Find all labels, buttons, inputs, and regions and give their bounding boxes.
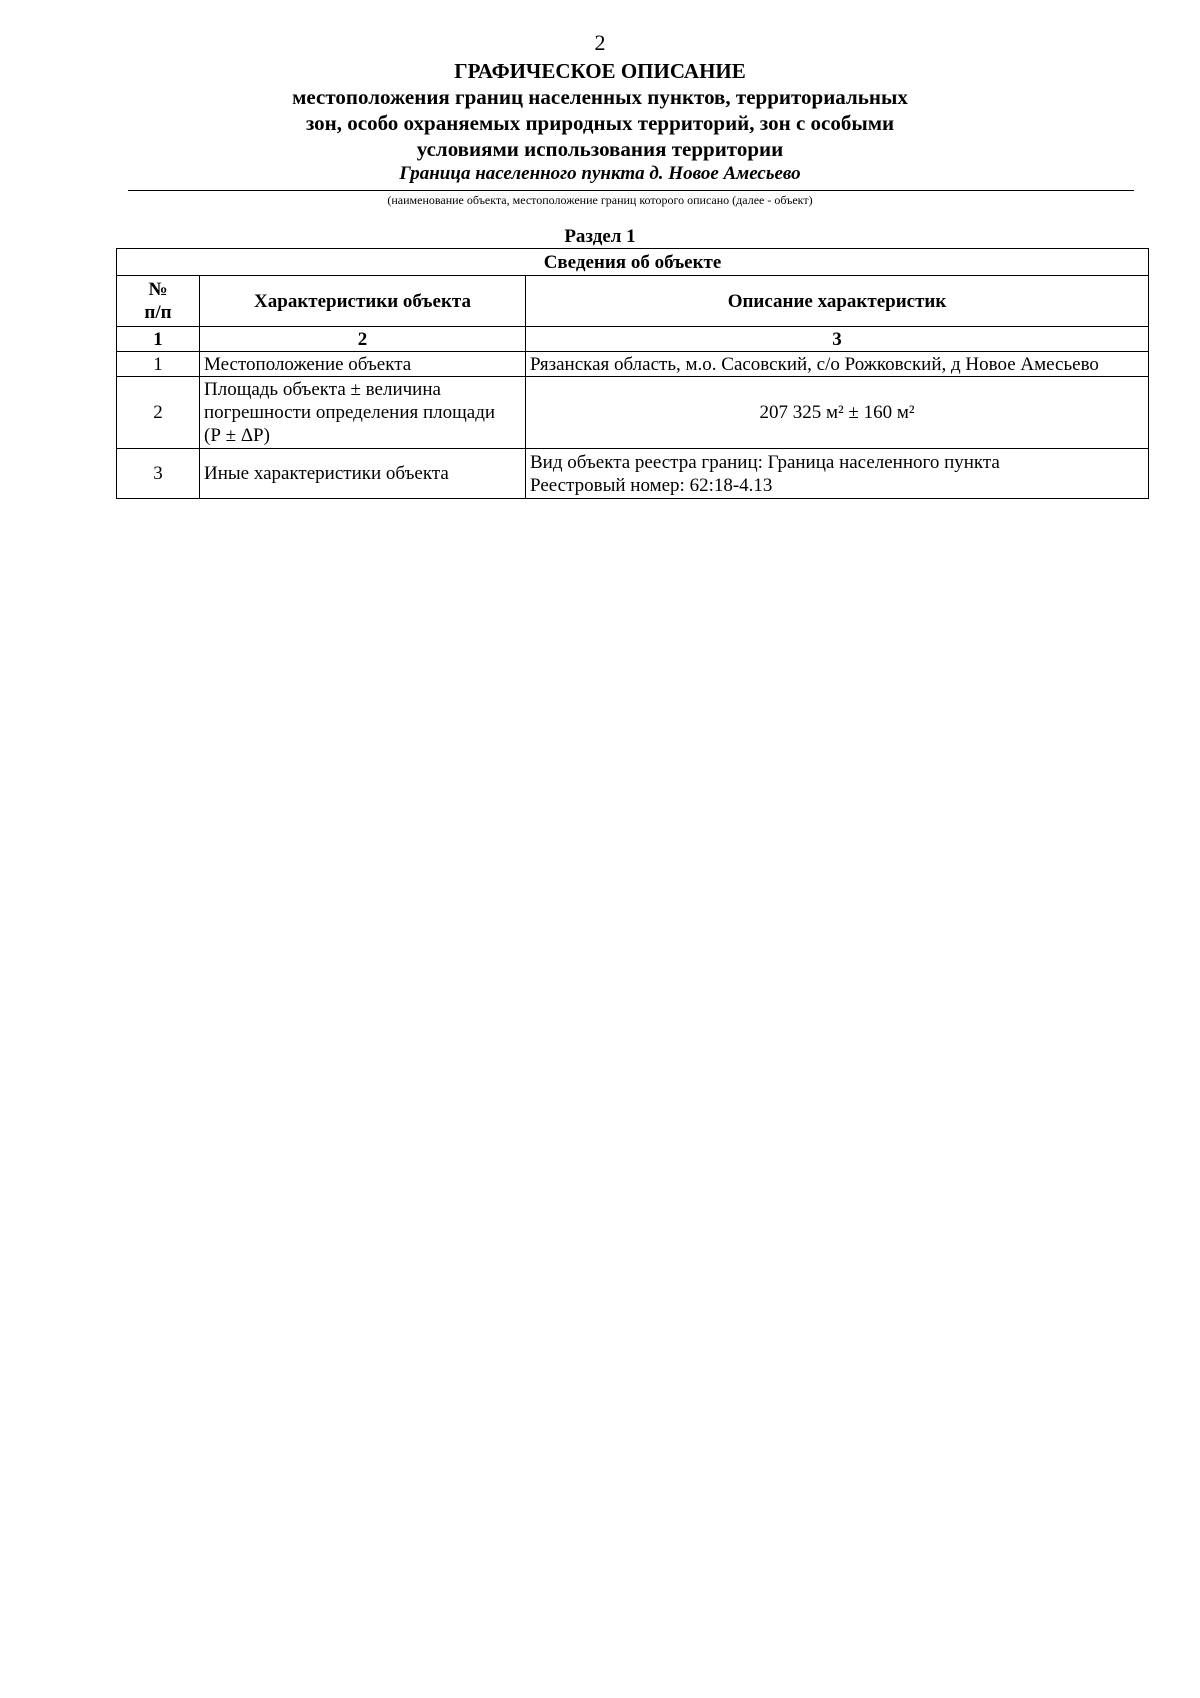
subtitle-line: местоположения границ населенных пунктов, территориальных (292, 85, 908, 109)
column-header-number-line: п/п (144, 302, 172, 323)
table-row (117, 449, 1149, 499)
table-header-row (117, 276, 1149, 327)
subtitle-line: условиями использования территории (416, 137, 784, 161)
row-number: 3 (117, 449, 200, 499)
object-name: Граница населенного пункта д. Новое Амесьево (399, 163, 801, 184)
row-description-line: Рязанская область, м.о. Сасовский, с/о Рожковский, д Новое Амесьево (530, 353, 1099, 375)
object-info-table (116, 248, 1149, 499)
table-caption: Сведения об объекте (117, 249, 1149, 276)
object-caption: (наименование объекта, местоположение границ которого описано (далее - объект) (387, 193, 813, 207)
row-number: 2 (117, 377, 200, 449)
table-column-numbers-row (117, 327, 1149, 352)
row-characteristic-line: погрешности определения площади (204, 402, 496, 423)
row-characteristic: Иные характеристики объекта (200, 449, 526, 499)
column-header-description: Описание характеристик (526, 276, 1149, 327)
column-header-characteristic: Характеристики объекта (200, 276, 526, 327)
column-header-number-line: № (148, 279, 168, 300)
page-number: 2 (594, 30, 606, 55)
document-title: ГРАФИЧЕСКОЕ ОПИСАНИЕ (454, 59, 746, 83)
row-characteristic: Местоположение объекта (200, 352, 526, 377)
row-characteristic-line: Площадь объекта ± величина (204, 379, 441, 400)
row-description (526, 449, 1149, 499)
column-number: 2 (200, 327, 526, 352)
row-characteristic-line: (Р ± ΔР) (204, 425, 270, 446)
underline-rule (128, 190, 1134, 191)
row-number: 1 (117, 352, 200, 377)
row-description: 207 325 м² ± 160 м² (526, 377, 1149, 449)
table-row (117, 352, 1149, 377)
section-title: Раздел 1 (564, 226, 636, 247)
table-caption-row (117, 249, 1149, 276)
column-header-number (117, 276, 200, 327)
subtitle-line: зон, особо охраняемых природных территорий, зон с особыми (305, 111, 895, 135)
row-description (526, 352, 1149, 377)
row-description-line: Вид объекта реестра границ: Граница населенного пункта (530, 451, 1000, 473)
table-row (117, 377, 1149, 449)
document-subtitle (0, 84, 1200, 162)
row-characteristic (200, 377, 526, 449)
column-number: 1 (117, 327, 200, 352)
column-number: 3 (526, 327, 1149, 352)
document-header (0, 58, 1200, 186)
row-description-line: Реестровый номер: 62:18-4.13 (530, 474, 773, 496)
